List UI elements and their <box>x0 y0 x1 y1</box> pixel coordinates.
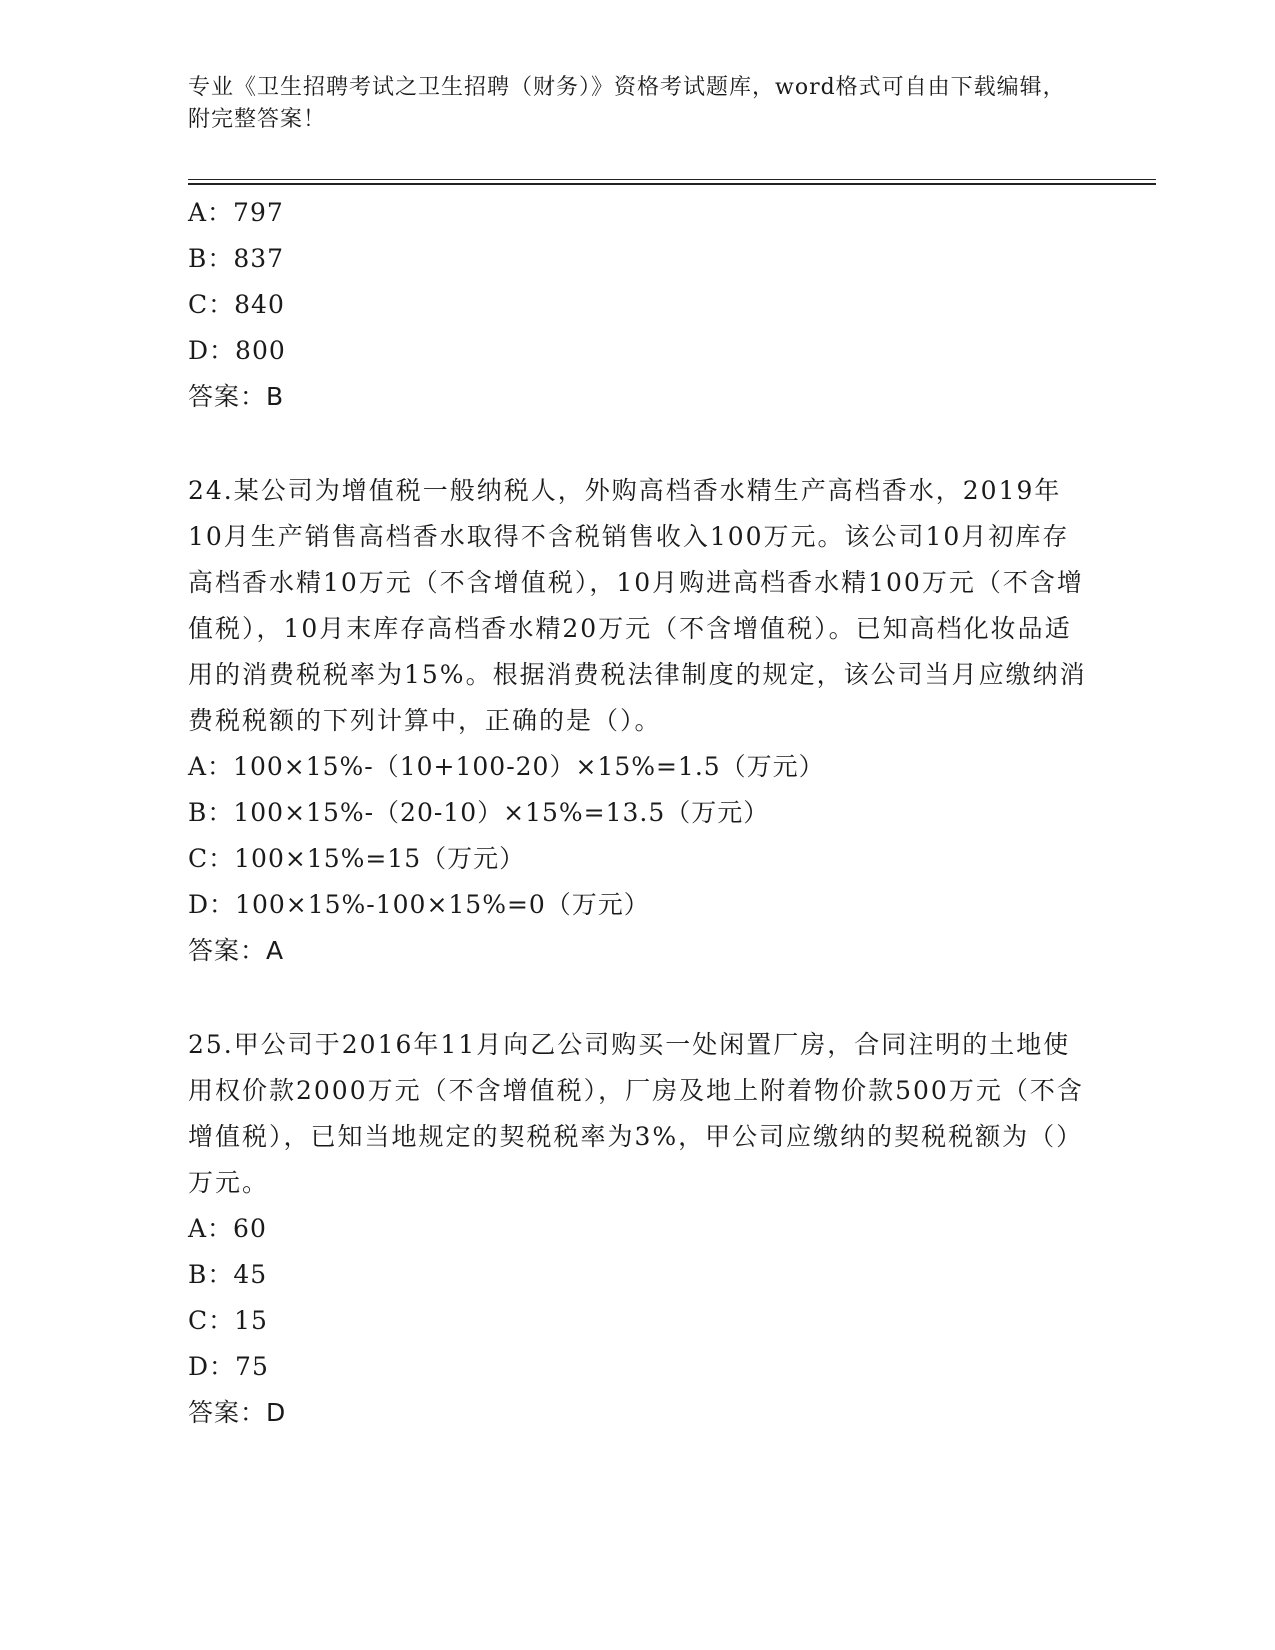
question-24-block <box>188 468 1088 974</box>
header-divider-thick <box>188 183 1156 185</box>
option-c: C：100×15%=15（万元） <box>188 844 526 873</box>
answer-label: 答案：A <box>188 936 285 965</box>
question-25-block <box>188 1022 1088 1436</box>
question-content <box>188 190 1088 1436</box>
option-b: B：45 <box>188 1260 268 1289</box>
option-a: A：100×15%-（10+100-20）×15%=1.5（万元） <box>188 752 825 781</box>
option-b: B：837 <box>188 244 285 273</box>
option-d: D：75 <box>188 1352 269 1381</box>
answer-label: 答案：D <box>188 1398 287 1427</box>
question-25-text: 25.甲公司于2016年11月向乙公司购买一处闲置厂房，合同注明的土地使用权价款2000万元（不含增值税），厂房及地上附着物价款500万元（不含增值税），已知当地规定的契税税率为3%，甲公司应缴纳的契税税额为（）万元。 <box>188 1030 1084 1197</box>
option-d: D：100×15%-100×15%=0（万元） <box>188 890 650 919</box>
option-a: A：797 <box>188 198 284 227</box>
document-header: 专业《卫生招聘考试之卫生招聘（财务）》资格考试题库，word格式可自由下载编辑，附完整答案！ <box>188 75 1066 132</box>
option-d: D：800 <box>188 336 286 365</box>
option-c: C：15 <box>188 1306 268 1335</box>
question-24-text: 24.某公司为增值税一般纳税人，外购高档香水精生产高档香水，2019年10月生产销售高档香水取得不含税销售收入100万元。该公司10月初库存高档香水精10万元（不含增值税），10月购进高档香水精100万元（不含增值税），10月末库存高档香水精20万元（不含增值税）。已知高档化妆品适用的消费税税率为15%。根据消费税法律制度的规定，该公司当月应缴纳消费税税额的下列计算中，正确的是（）。 <box>188 476 1087 735</box>
option-c: C：840 <box>188 290 285 319</box>
previous-question-block <box>188 190 1088 420</box>
header-divider-thin <box>188 179 1156 180</box>
answer-label: 答案：B <box>188 382 285 411</box>
option-a: A：60 <box>188 1214 267 1243</box>
option-b: B：100×15%-（20-10）×15%=13.5（万元） <box>188 798 770 827</box>
